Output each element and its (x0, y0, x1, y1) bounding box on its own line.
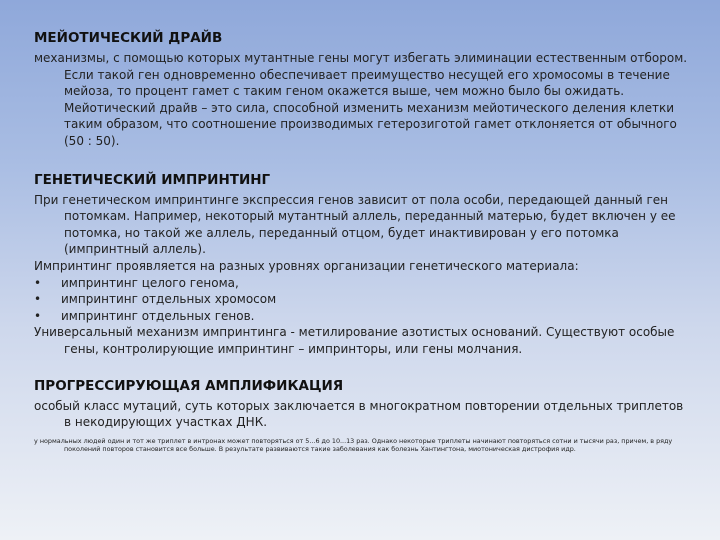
bullet-marker: • (34, 275, 42, 290)
section-progressive-amplification (34, 378, 694, 454)
bullet-text: импринтинг отдельных хромосом (61, 292, 277, 307)
list-item (34, 308, 694, 325)
bullet-marker: • (34, 292, 42, 307)
heading-progressive-amplification: ПРОГРЕССИРУЮЩАЯ АМПЛИФИКАЦИЯ (34, 377, 344, 394)
bullet-text: импринтинг отдельных генов. (61, 308, 255, 323)
bullet-text: импринтинг целого генома, (61, 275, 239, 290)
imprinting-intro-text: При генетическом импринтинге экспрессия генов зависит от пола особи, передающей данный ген потомкам. Например, некоторый мутантный аллель, переданный матерью, будет включен у ее потомка, но такой же аллель, переданный отцом, будет инактивирован у его потомка (импринтный аллель). (34, 192, 676, 257)
imprinting-levels-text: Импринтинг проявляется на разных уровнях организации генетического материала: (34, 258, 579, 273)
amplification-text: особый класс мутаций, суть которых заключается в многократном повторении отдельных триплетов в некодирующих участках ДНК. (34, 398, 684, 430)
meiotic-drive-text: механизмы, с помощью которых мутантные гены могут избегать элиминации естественным отбором. Если такой ген одновременно обеспечивает преимущество несущей его хромосомы в течение мейоза, то процент гамет с таким геном окажется выше, чем можно было бы ожидать. Мейотический драйв – это сила, способной изменить механизм мейотического деления клетки таким образом, что соотношение производимых гетерозиготой гамет отклоняется от обычного (50 : 50). (34, 51, 688, 148)
section-meiotic-drive (34, 30, 694, 150)
heading-meiotic-drive: МЕЙОТИЧЕСКИЙ ДРАЙВ (34, 30, 223, 46)
slide-content (34, 30, 694, 454)
heading-genetic-imprinting: ГЕНЕТИЧЕСКИЙ ИМПРИНТИНГ (34, 171, 271, 188)
list-item (34, 291, 694, 308)
section-genetic-imprinting (34, 172, 694, 358)
imprinting-universal-text: Универсальный механизм импринтинга - метилирование азотистых оснований. Существуют особые гены, контролирующие импринтинг – импринторы, или гены молчания. (34, 325, 675, 356)
amplification-note: у нормальных людей один и тот же триплет в интронах может повторяться от 5...6 до 10...13 раз. Однако некоторые триплеты начинают повторяться сотни и тысячи раз, причем, в ряду поколений повторов становится все больше. В результате развиваются такие заболевания как болезнь Хантингтона, миотоническая дистрофия идр. (34, 436, 673, 454)
bullet-marker: • (34, 308, 42, 323)
list-item (34, 275, 694, 292)
